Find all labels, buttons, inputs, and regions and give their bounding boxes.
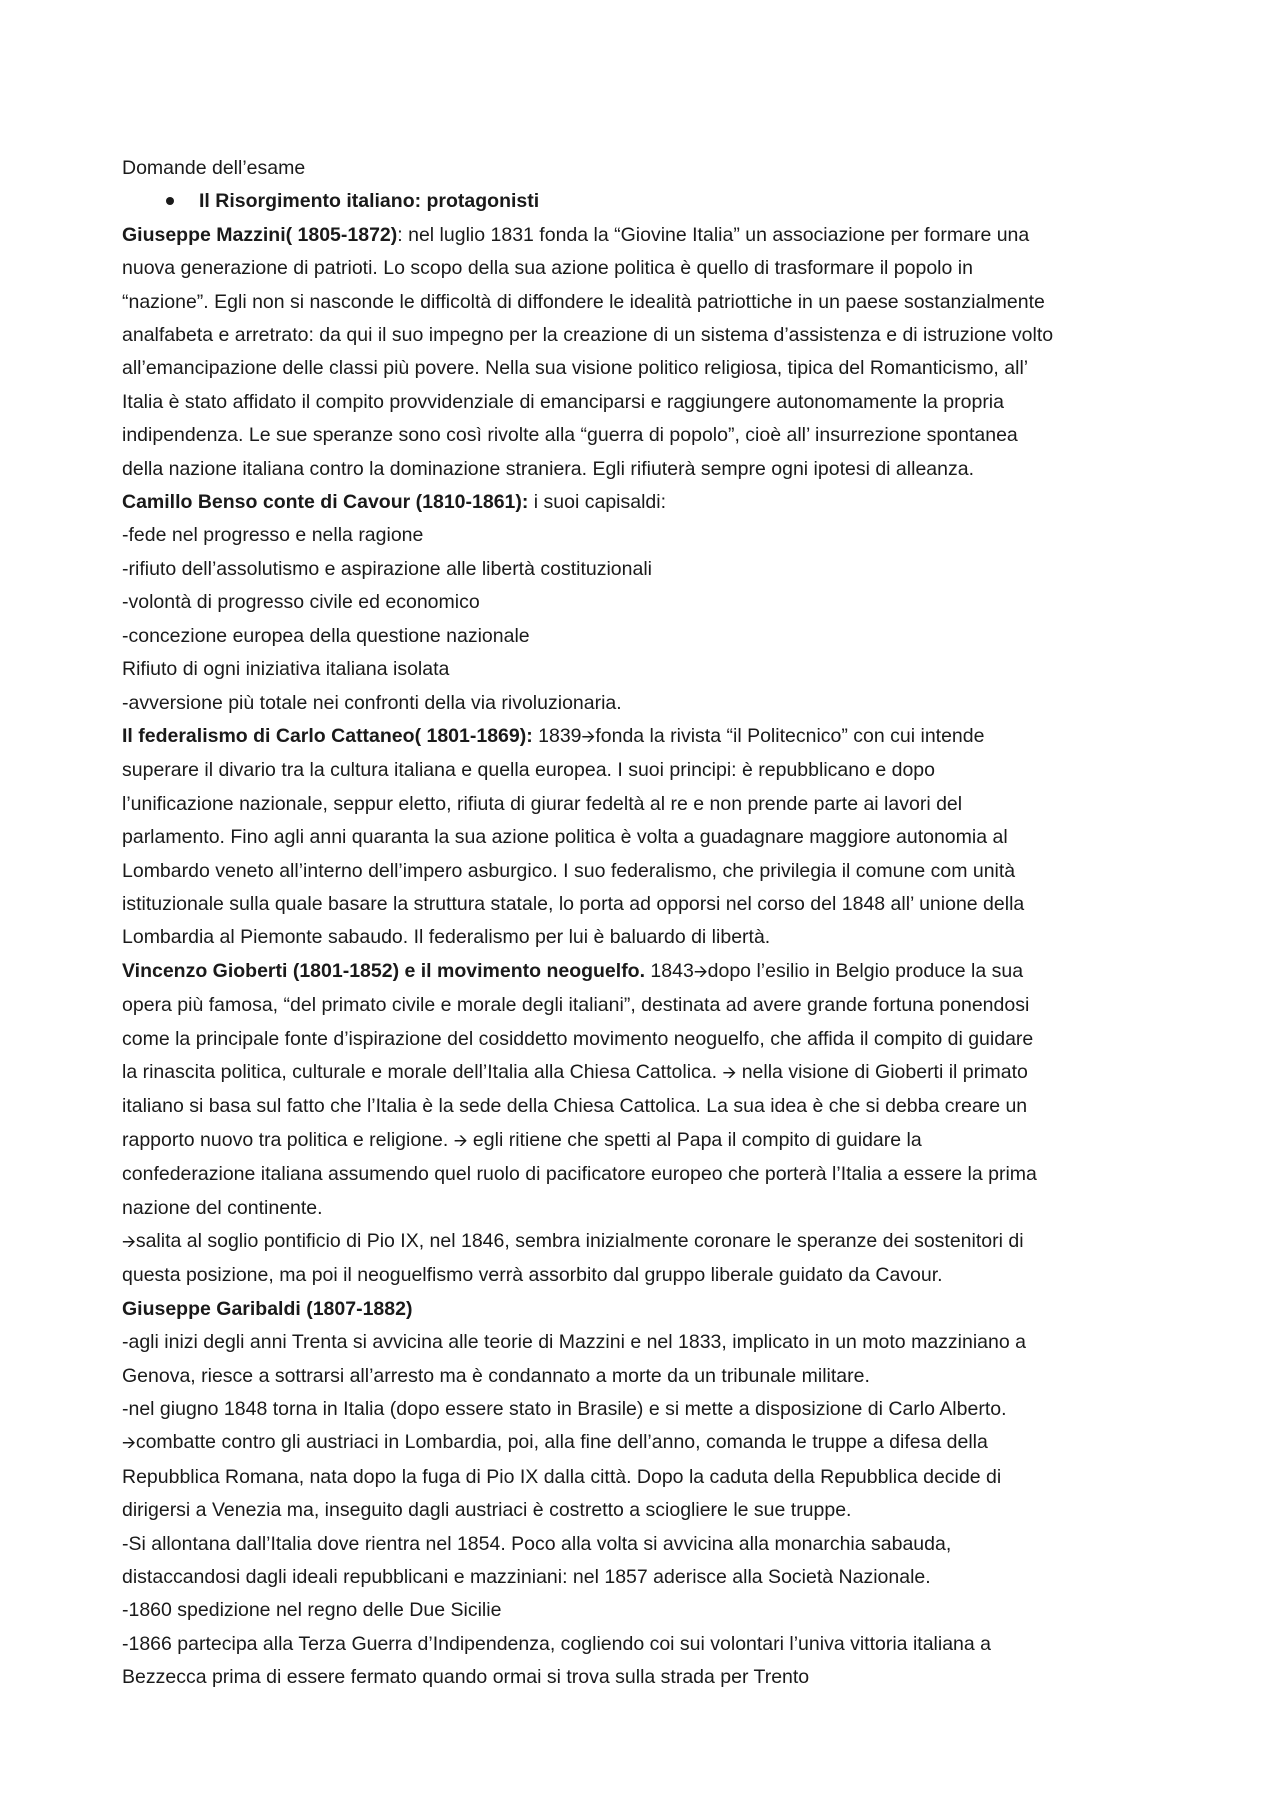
list-item: -nel giugno 1848 torna in Italia (dopo essere stato in Brasile) e si mette a disposizione di Carlo Alberto. [122,1398,1007,1421]
list-item: -fede nel progresso e nella ragione [122,524,424,547]
paragraph-line: della nazione italiana contro la dominazione straniera. Egli rifiuterà sempre ogni ipotesi di alleanza. [122,457,974,480]
paragraph-line: Bezzecca prima di essere fermato quando ormai si trova sulla strada per Trento [122,1666,810,1689]
right-arrow-icon: 🡪 [122,1433,136,1454]
paragraph-line [122,1225,1182,1259]
paragraph-line: l’unificazione nazionale, seppur eletto, rifiuta di giurar fedeltà al re e non prende parte ai lavori del [122,792,963,815]
paragraph-text: 1843 [645,959,694,982]
paragraph-text: egli ritiene che spetti al Papa il compito di guidare la [467,1128,922,1151]
paragraph-line: parlamento. Fino agli anni quaranta la sua azione politica è volta a guadagnare maggiore autonomia al [122,826,1008,849]
list-item: Rifiuto di ogni iniziativa italiana isolata [122,658,450,681]
paragraph-line: indipendenza. Le sue speranze sono così rivolte alla “guerra di popolo”, cioè all’ insurrezione spontanea [122,424,1018,447]
right-arrow-icon: 🡪 [581,726,596,747]
paragraph-line: all’emancipazione delle classi più povere. Nella sua visione politico religiosa, tipica del Romanticismo, all’ [122,357,1029,380]
paragraph-line: confederazione italiana assumendo quel ruolo di pacificatore europeo che porterà l’Italia a essere la prima [122,1163,1037,1186]
section-heading-cavour: Camillo Benso conte di Cavour (1810-1861): [122,491,529,514]
paragraph-text: fonda la rivista “il Politecnico” con cui intende [595,724,985,747]
paragraph-text: salita al soglio pontificio di Pio IX, nel 1846, sembra inizialmente coronare le speranze dei sostenitori di [135,1230,1024,1252]
section-heading-cattaneo: Il federalismo di Carlo Cattaneo( 1801-1869): [122,724,533,747]
list-item: -avversione più totale nei confronti della via rivoluzionaria. [122,691,622,714]
paragraph-line: istituzionale sulla quale basare la struttura statale, lo porta ad opporsi nel corso del 1848 all’ unione della [122,892,1025,915]
paragraph-text: : nel luglio 1831 fonda la “Giovine Italia” un associazione per formare una [397,223,1030,246]
list-item: -rifiuto dell’assolutismo e aspirazione alle libertà costituzionali [122,557,653,580]
paragraph-line: opera più famosa, “del primato civile e morale degli italiani”, destinata ad avere grande fortuna ponendosi [122,994,1030,1017]
paragraph-line: Repubblica Romana, nata dopo la fuga di Pio IX dalla città. Dopo la caduta della Repubblica decide di [122,1465,1002,1488]
paragraph-line: nuova generazione di patrioti. Lo scopo della sua azione politica è quello di trasformare il popolo in [122,257,973,280]
right-arrow-icon: 🡪 [122,1232,136,1252]
paragraph-line: come la principale fonte d’ispirazione del cosiddetto movimento neoguelfo, che affida il compito di guidare [122,1027,1034,1050]
paragraph-line [122,1124,1182,1158]
list-item: -1866 partecipa alla Terza Guerra d’Indipendenza, cogliendo coi sui volontari l’univa vittoria italiana a [122,1632,991,1655]
topic-heading: Il Risorgimento italiano: protagonisti [199,190,540,213]
paragraph-text: 1839 [532,724,582,747]
section-heading-mazzini: Giuseppe Mazzini( 1805-1872) [122,223,398,246]
paragraph-line [122,486,1182,519]
list-item: -concezione europea della questione nazionale [122,624,530,647]
section-heading-garibaldi: Giuseppe Garibaldi (1807-1882) [122,1297,413,1320]
paragraph-line: Lombardia al Piemonte sabaudo. Il federalismo per lui è baluardo di libertà. [122,926,771,949]
right-arrow-icon: 🡪 [453,1130,468,1151]
paragraph-text: dopo l’esilio in Belgio produce la sua [707,959,1024,982]
paragraph-line: Genova, riesce a sottrarsi all’arresto ma è condannato a morte da un tribunale militare. [122,1364,870,1387]
paragraph-line [122,1426,1182,1460]
paragraph-text: i suoi capisaldi: [528,491,667,514]
paragraph-line [122,955,1182,989]
paragraph-text: rapporto nuovo tra politica e religione. [122,1128,454,1151]
document-page [122,152,1182,1695]
paragraph-line: “nazione”. Egli non si nasconde le difficoltà di diffondere le idealità patriottiche in un paese sostanzialmente [122,290,1045,313]
paragraph-line: superare il divario tra la cultura italiana e quella europea. I suoi principi: è repubblicano e dopo [122,759,936,782]
paragraph-line: Italia è stato affidato il compito provvidenziale di emanciparsi e raggiungere autonomamente la propria [122,390,1004,413]
paragraph-line [122,720,1182,754]
paragraph-line: analfabeta e arretrato: da qui il suo impegno per la creazione di un sistema d’assistenza e di istruzione volto [122,324,1054,347]
paragraph-line: questa posizione, ma poi il neoguelfismo verrà assorbito dal gruppo liberale guidato da Cavour. [122,1264,943,1287]
paragraph-text: combatte contro gli austriaci in Lombardia, poi, alla fine dell’anno, comanda le truppe a difesa della [135,1431,988,1454]
paragraph-line [122,1056,1182,1090]
paragraph-text: nella visione di Gioberti il primato [736,1060,1028,1083]
list-item: -volontà di progresso civile ed economico [122,591,480,614]
document-title: Domande dell’esame [122,157,306,179]
right-arrow-icon: 🡪 [722,1062,737,1083]
paragraph-line: distaccandosi dagli ideali repubblicani e mazziniani: nel 1857 aderisce alla Società Nazionale. [122,1566,931,1589]
list-item: -1860 spedizione nel regno delle Due Sicilie [122,1599,502,1622]
paragraph-line: nazione del continente. [122,1196,323,1219]
paragraph-line: dirigersi a Venezia ma, inseguito dagli austriaci è costretto a sciogliere le sue truppe. [122,1499,852,1522]
section-heading-gioberti: Vincenzo Gioberti (1801-1852) e il movimento neoguelfo. [122,959,646,982]
paragraph-line [122,219,1182,252]
paragraph-line: italiano si basa sul fatto che l’Italia è la sede della Chiesa Cattolica. La sua idea è che si debba creare un [122,1095,1028,1118]
list-item: -Si allontana dall’Italia dove rientra nel 1854. Poco alla volta si avvicina alla monarchia sabauda, [122,1532,952,1555]
paragraph-line: Lombardo veneto all’interno dell’impero asburgico. I suo federalismo, che privilegia il comune com unità [122,859,1016,882]
topic-bullet [122,185,1182,218]
paragraph-text: la rinascita politica, culturale e morale dell’Italia alla Chiesa Cattolica. [122,1060,723,1083]
list-item: -agli inizi degli anni Trenta si avvicina alle teorie di Mazzini e nel 1833, implicato in un moto mazziniano a [122,1331,1026,1354]
right-arrow-icon: 🡪 [693,961,708,982]
